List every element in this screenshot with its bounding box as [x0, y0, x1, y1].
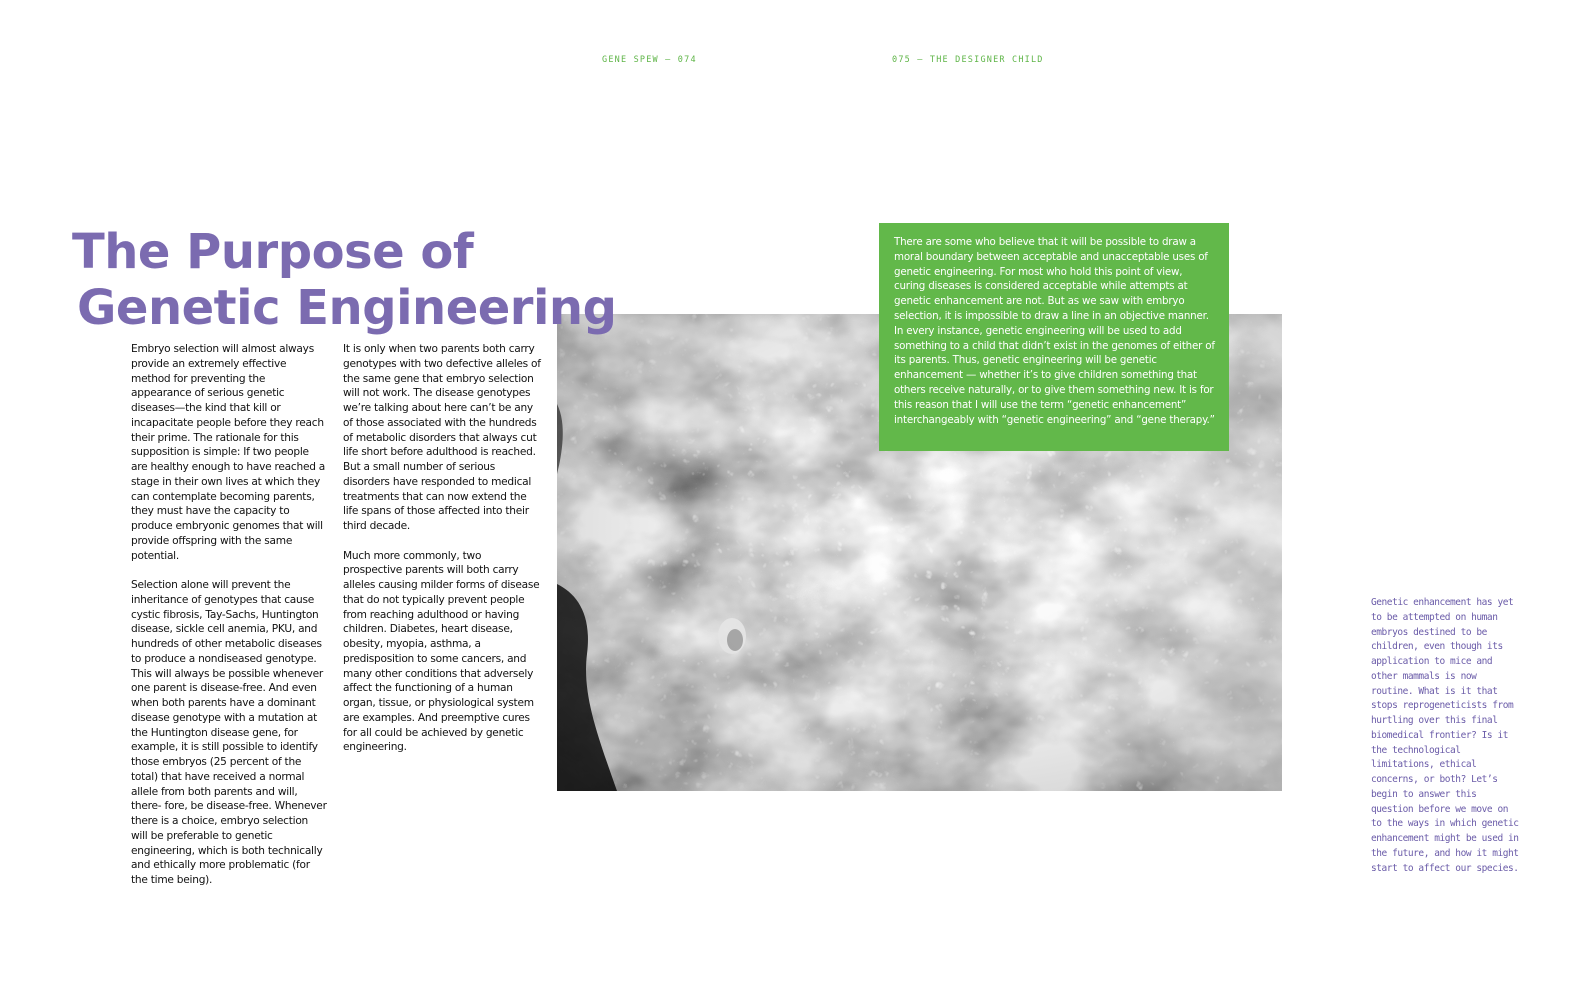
page-title — [72, 224, 616, 336]
column1-paragraph-2: Selection alone will prevent the inheritance of genotypes that cause cystic fibrosis, Tay-Sachs, Huntington disease, sickle cell anemia, PKU, and hundreds of other metabolic diseases to produce a nondiseased genotype. This will always be possible whenever one parent is disease-free. And even when both parents have a dominant disease genotype with a mutation at the Huntington disease gene, for example, it is still possible to identify those embryos (25 percent of the total) that have received a normal allele from both parents and will, there- fore, be disease-free. Whenever there is a choice, embryo selection will be preferable to genetic engineering, which is both technically and ethically more problematic (for the time being). — [131, 579, 327, 886]
column1-paragraph-1: Embryo selection will almost always provide an extremely effective method for preventing the appearance of serious genetic diseases—the kind that kill or incapacitate people before they reach their prime. The rationale for this supposition is simple: If two people are healthy enough to have reached a stage in their own lives at which they can contemplate becoming parents, they must have the capacity to produce embryonic genomes that will provide offspring with the same potential. — [131, 343, 326, 562]
body-column-2 — [343, 342, 543, 770]
folio-left: GENE SPEW — 074 — [602, 55, 697, 65]
callout-box: There are some who believe that it will be possible to draw a moral boundary between acceptable and unacceptable uses of genetic engineering. For most who hold this point of view, curing diseases is considered acceptable while attempts at genetic enhancement are not. But as we saw with embryo selection, it is impossible to draw a line in an objective manner. In every instance, genetic engineering will be used to add something to a child that didn’t exist in the genomes of either of its parents. Thus, genetic engineering will be genetic enhancement — whether it’s to give children something that others receive naturally, or to give them something new. It is for this reason that I will use the term “genetic enhancement” interchangeably with “genetic engineering” and “gene therapy.” — [879, 223, 1229, 451]
column2-paragraph-2: Much more commonly, two prospective parents will both carry alleles causing milder forms of disease that do not typically prevent people from reaching adulthood or having children. Diabetes, heart disease, obesity, myopia, asthma, a predisposition to some cancers, and many other conditions that adversely affect the functioning of a human organ, tissue, or physiological system are examples. And preemptive cures for all could be achieved by genetic engineering. — [343, 549, 540, 754]
column2-paragraph-1: It is only when two parents both carry genotypes with two defective alleles of the same gene that embryo selection will not work. The disease genotypes we’re talking about here can’t be any of those associated with the hundreds of metabolic disorders that always cut life short before adulthood is reached. But a small number of serious disorders have responded to medical treatments that can now extend the life spans of those affected into their third decade. — [343, 343, 541, 532]
sidenote: Genetic enhancement has yet to be attempted on human embryos destined to be children, even though its application to mice and other mammals is now routine. What is it that stops reprogeneticists from hurtling over this final biomedical frontier? Is it the technological limitations, ethical concerns, or both? Let’s begin to answer this question before we move on to the ways in which genetic enhancement might be used in the future, and how it might start to affect our species. — [1371, 597, 1519, 874]
page-title-line-1: The Purpose of — [72, 224, 474, 280]
folio-right: 075 — THE DESIGNER CHILD — [892, 55, 1044, 65]
body-column-1 — [131, 342, 327, 903]
page-title-line-2: Genetic Engineering — [77, 280, 617, 336]
